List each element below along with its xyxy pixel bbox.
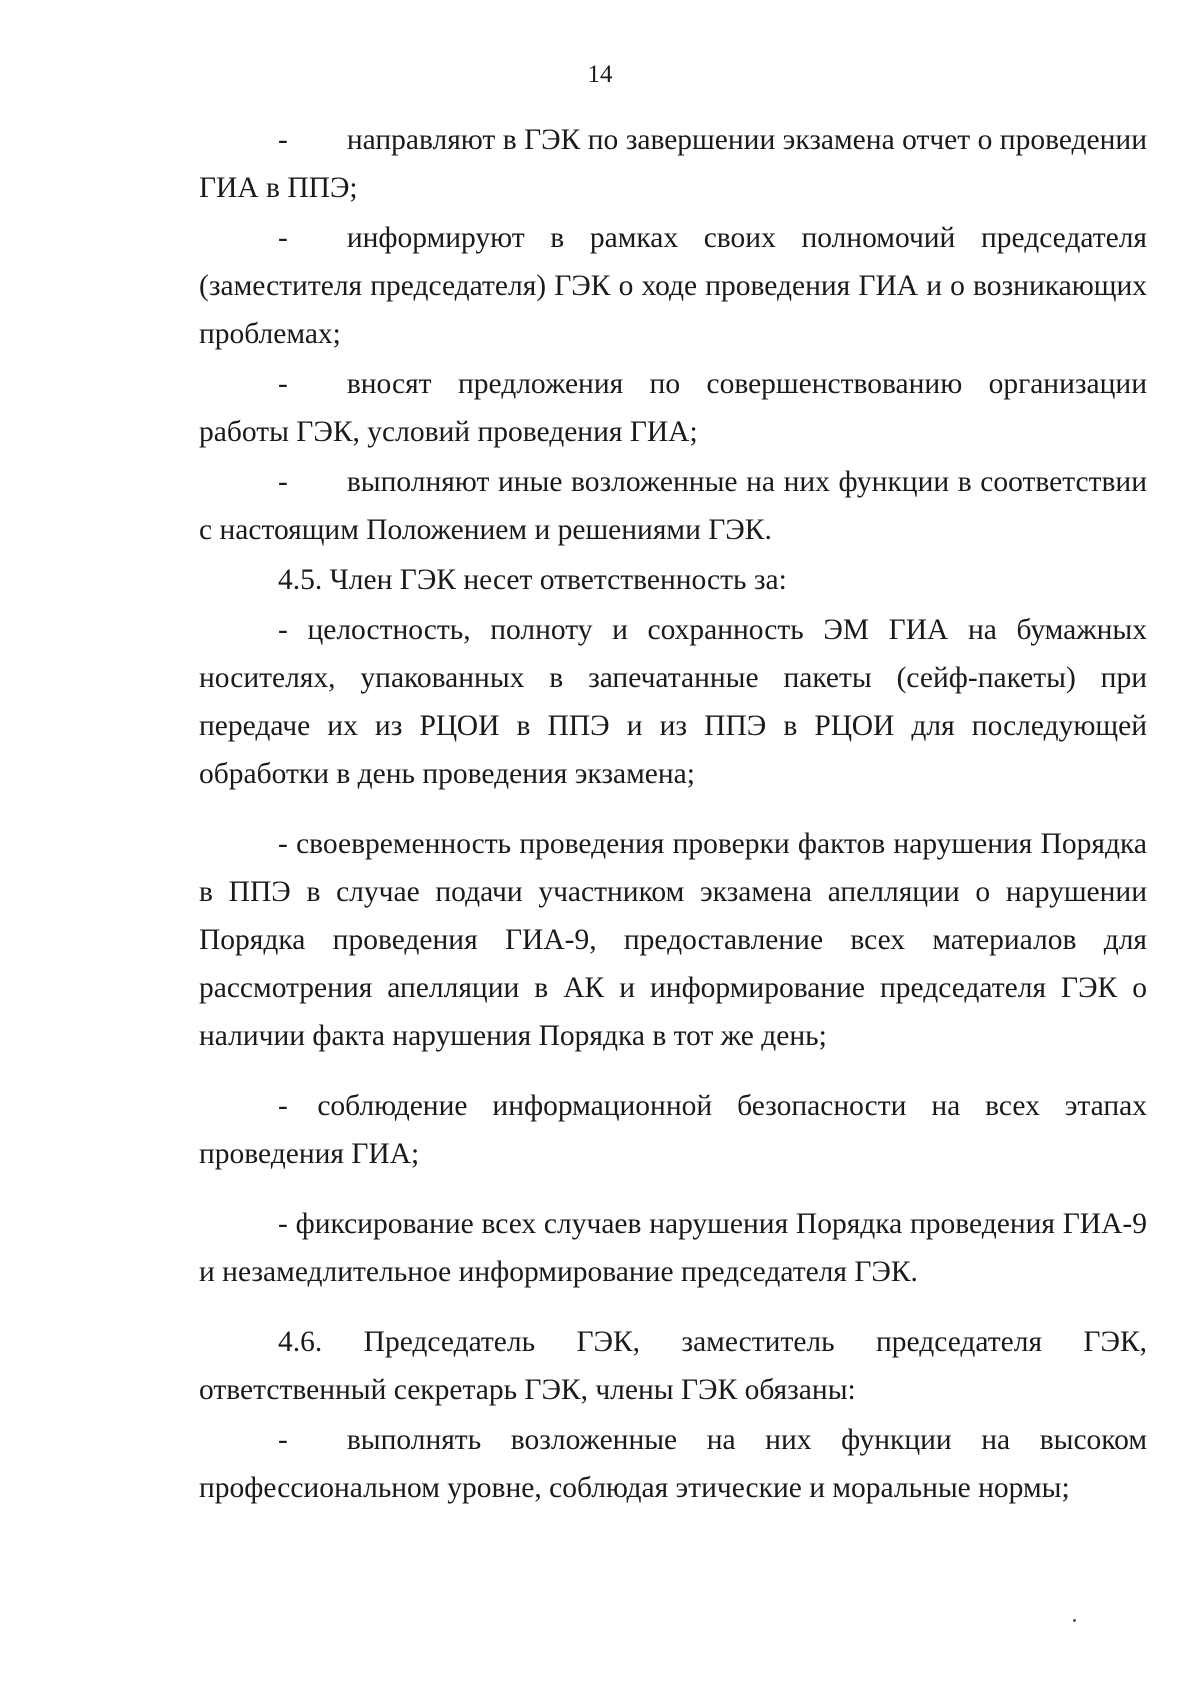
paragraph-proposals: - вносят предложения по совершенствованию организации работы ГЭК, условий проведения ГИА;: [199, 368, 1147, 448]
document-body: [199, 116, 1147, 1512]
paragraph-professional-duties: - выполнять возложенные на них функции на высоком профессиональном уровне, соблюдая этические и моральные нормы;: [199, 1424, 1147, 1504]
paragraph-timely-check: - своевременность проведения проверки фактов нарушения Порядка в ППЭ в случае подачи участником экзамена апелляции о нарушении Порядка проведения ГИА-9, предоставление всех материалов для рассмотрения апелляции в АК и информирование председателя ГЭК о наличии факта нарушения Порядка в тот же день;: [199, 828, 1147, 1052]
paragraph-information-security: - соблюдение информационной безопасности на всех этапах проведения ГИА;: [199, 1090, 1147, 1170]
scan-speck: [1073, 1619, 1076, 1622]
paragraph-inform-chairman: - информируют в рамках своих полномочий председателя (заместителя председателя) ГЭК о ходе проведения ГИА и о возникающих проблемах;: [199, 222, 1147, 350]
page-number: 14: [587, 61, 613, 88]
paragraph-section-4-5: 4.5. Член ГЭК несет ответственность за:: [278, 564, 787, 596]
paragraph-record-violations: - фиксирование всех случаев нарушения Порядка проведения ГИА-9 и незамедлительное информирование председателя ГЭК.: [199, 1208, 1147, 1288]
paragraph-report-submission: - направляют в ГЭК по завершении экзамена отчет о проведении ГИА в ППЭ;: [199, 124, 1147, 204]
paragraph-other-functions: - выполняют иные возложенные на них функции в соответствии с настоящим Положением и решениями ГЭК.: [199, 466, 1147, 546]
paragraph-section-4-6: 4.6. Председатель ГЭК, заместитель председателя ГЭК, ответственный секретарь ГЭК, члены ГЭК обязаны:: [199, 1326, 1147, 1406]
paragraph-integrity-materials: - целостность, полноту и сохранность ЭМ ГИА на бумажных носителях, упакованных в запечатанные пакеты (сейф-пакеты) при передаче их из РЦОИ в ППЭ и из ППЭ в РЦОИ для последующей обработки в день проведения экзамена;: [199, 614, 1147, 790]
